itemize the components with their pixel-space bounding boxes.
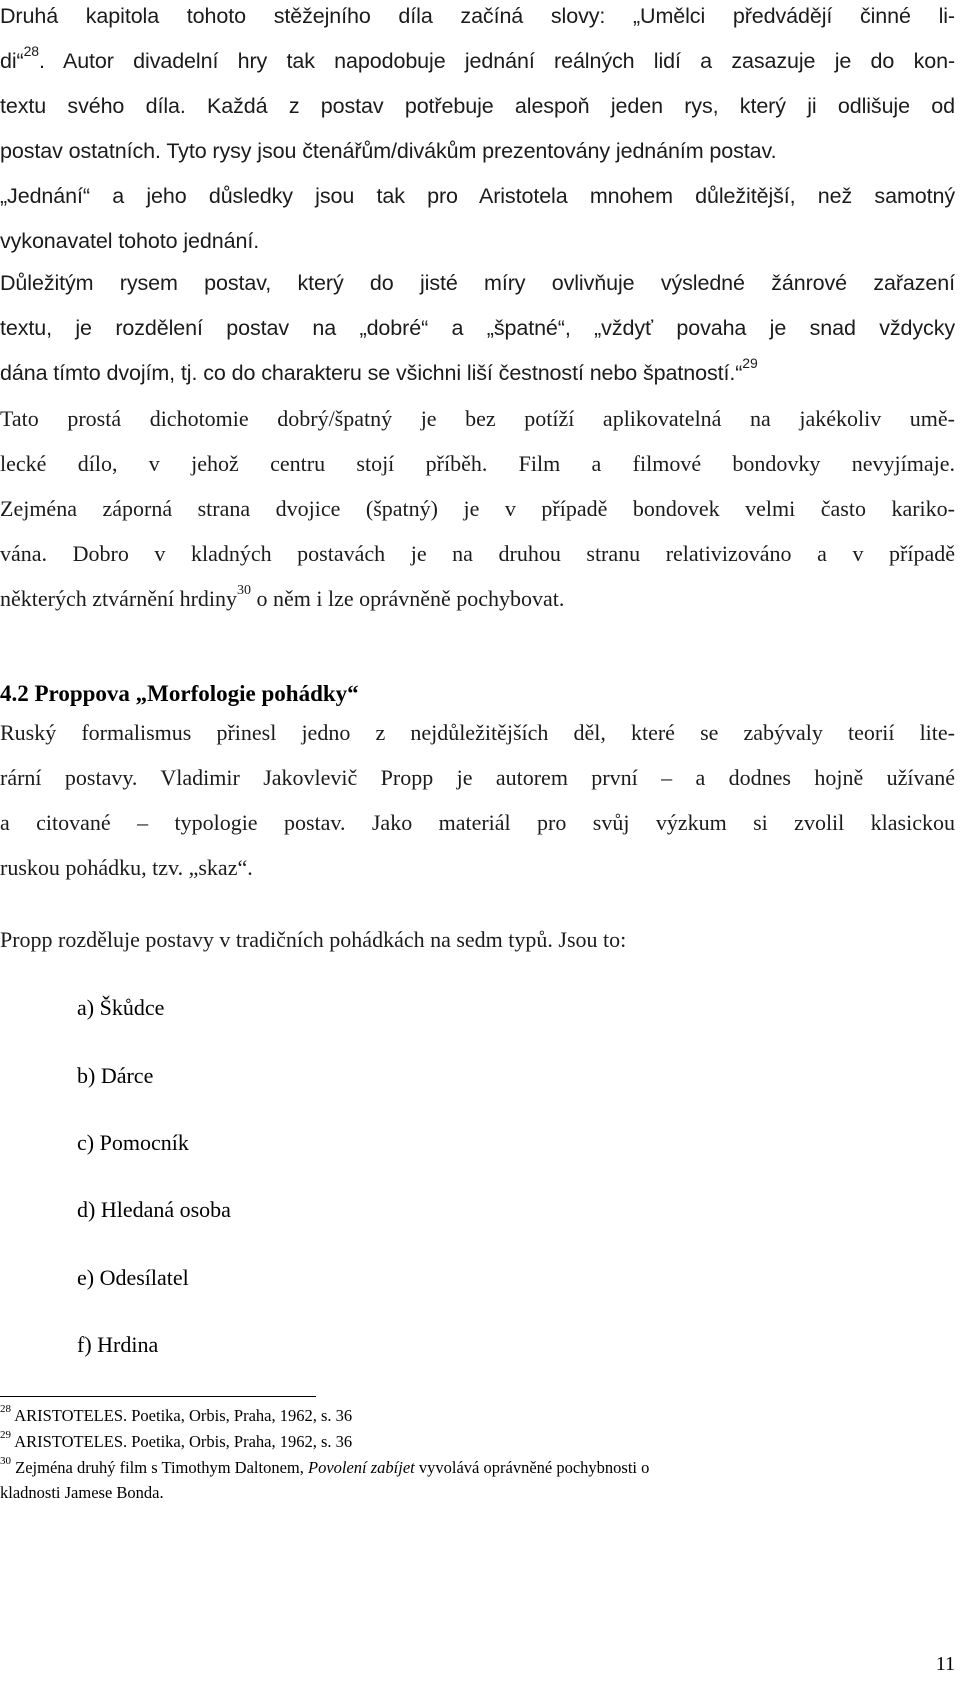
text-line [0,351,955,396]
footnote-28 [0,1404,352,1428]
text-span: lecké dílo, v jehož centru stojí příběh. Film a filmové bondovky nevyjímaje. [0,451,955,476]
text-line [0,0,955,39]
footnote-text: Zejména druhý film s Timothym Daltonem, [15,1458,308,1477]
text-line [0,710,955,755]
list-item: d) Hledaná osoba [77,1197,231,1222]
text-line [0,531,955,576]
text-line [0,129,955,174]
footnote-29 [0,1430,352,1454]
text-line [0,396,955,441]
text-span: Propp rozděluje postavy v tradičních pohádkách na sedm typů. Jsou to: [0,927,627,952]
text-span: . Autor divadelní hry tak napodobuje jednání reálných lidí a zasazuje je do kon- [38,49,955,73]
text-span: di“ [0,49,24,73]
paragraph-good-bad-characters [0,261,955,621]
footnote-ref[interactable]: 29 [742,354,758,371]
page-number: 11 [935,1653,955,1675]
text-line [0,261,955,306]
list-item: a) Škůdce [77,995,165,1020]
text-span: vána. Dobro v kladných postavách je na druhou stranu relativizováno a v případě [0,541,955,566]
text-line [0,486,955,531]
text-line [0,755,955,800]
footnote-text: vyvolává oprávněné pochybnosti o [414,1458,650,1477]
text-line [0,917,955,962]
paragraph-propp-intro [0,710,955,890]
footnote-ref[interactable]: 30 [237,582,252,598]
text-span: postav ostatních. Tyto rysy jsou čtenářům/divákům prezentovány jednáním postav. [0,139,777,163]
footnote-number: 30 [0,1454,11,1467]
text-line [0,84,955,129]
text-line [0,441,955,486]
paragraph-propp-types [0,917,955,962]
text-span: rární postavy. Vladimir Jakovlevič Propp je autorem první – a dodnes hojně užívané [0,765,955,790]
text-span: a citované – typologie postav. Jako materiál pro svůj výzkum si zvolil klasickou [0,810,955,835]
text-span: o něm i lze oprávněně pochybovat. [251,586,565,611]
section-heading: 4.2 Proppova „Morfologie pohádky“ [0,681,359,706]
text-span: textu, je rozdělení postav na „dobré“ a „špatné“, „vždyť povaha je snad vždycky [0,316,955,340]
list-item: e) Odesílatel [77,1265,189,1290]
text-span: Zejména záporná strana dvojice (špatný) je v případě bondovek velmi často kariko- [0,496,955,521]
paragraph-aristotle-characters [0,0,955,264]
footnote-30 [0,1456,649,1480]
text-span: textu svého díla. Každá z postav potřebuje alespoň jeden rys, který ji odlišuje od [0,94,955,118]
text-span: Tato prostá dichotomie dobrý/špatný je bez potíží aplikovatelná na jakékoliv umě- [0,406,955,431]
text-span: vykonavatel tohoto jednání. [0,229,260,253]
text-line [0,845,955,890]
footnote-text: ARISTOTELES. Poetika, Orbis, Praha, 1962, s. 36 [14,1432,353,1451]
text-line [0,800,955,845]
text-span: Ruský formalismus přinesl jedno z nejdůležitějších děl, které se zabývaly teorií lite- [0,720,955,745]
text-span: ruskou pohádku, tzv. „skaz“. [0,855,253,880]
list-item: b) Dárce [77,1063,154,1088]
footnote-30-continued [0,1481,164,1505]
footnote-text: kladnosti Jamese Bonda. [0,1483,164,1502]
text-line [0,576,955,621]
text-span: Důležitým rysem postav, který do jisté míry ovlivňuje výsledné žánrové zařazení [0,271,955,295]
footnote-number: 28 [0,1402,11,1415]
text-span: Druhá kapitola tohoto stěžejního díla začíná slovy: „Umělci předvádějí činné li- [0,4,955,28]
text-line [0,174,955,219]
text-line [0,306,955,351]
film-title: Povolení zabíjet [307,1458,415,1477]
text-line [0,39,955,84]
footnote-ref[interactable]: 28 [23,42,39,59]
text-span: dána tímto dvojím, tj. co do charakteru se všichni liší čestností nebo špatností.“ [0,361,743,385]
text-span: „Jednání“ a jeho důsledky jsou tak pro Aristotela mnohem důležitější, než samotný [0,184,955,208]
footnote-text: ARISTOTELES. Poetika, Orbis, Praha, 1962, s. 36 [14,1406,353,1425]
text-line [0,219,955,264]
text-span: některých ztvárnění hrdiny [0,586,238,611]
list-item: c) Pomocník [77,1130,189,1155]
footnote-separator [0,1396,316,1397]
footnote-number: 29 [0,1428,11,1441]
list-item: f) Hrdina [77,1332,159,1357]
